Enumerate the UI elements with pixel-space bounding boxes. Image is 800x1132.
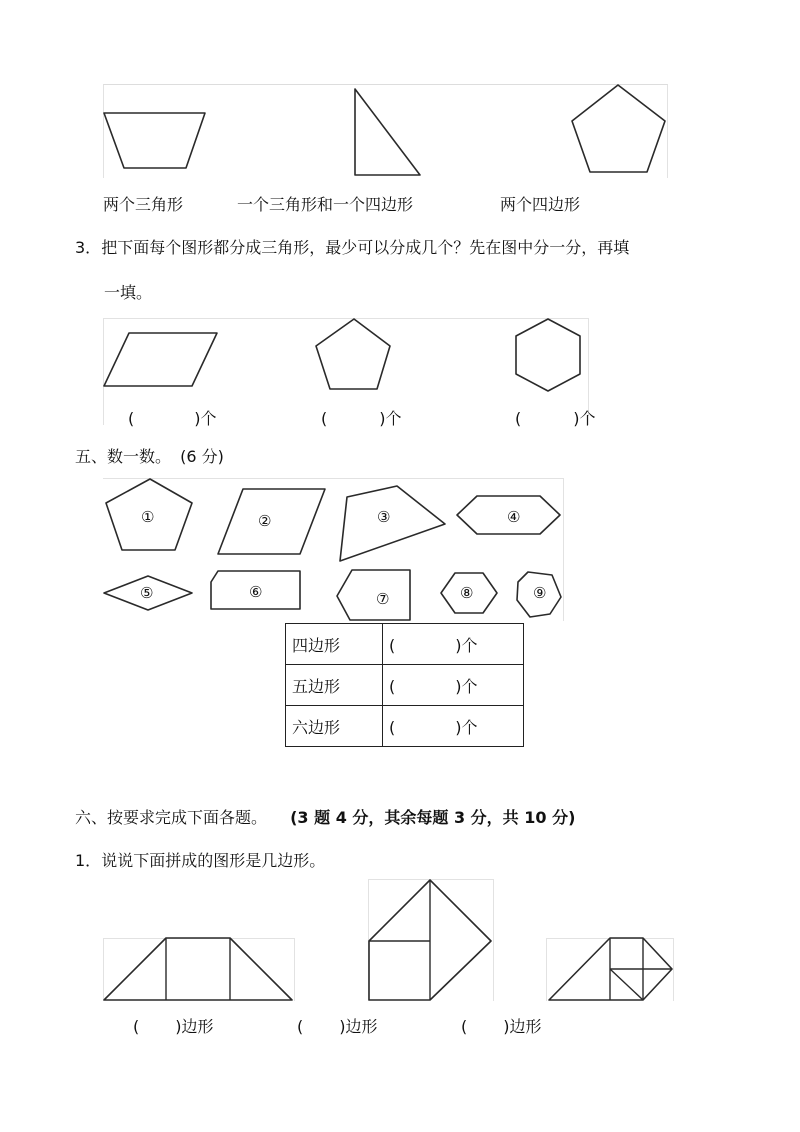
q3-blank-1[interactable]: ( )个 — [128, 409, 217, 428]
top-caption-2: 一个三角形和一个四边形 — [237, 195, 414, 214]
top-caption-3: 两个四边形 — [500, 195, 581, 214]
answer-hexagon[interactable]: ( )个 — [383, 706, 524, 747]
shape-label-9: ⑨ — [533, 584, 547, 602]
shape-label-8: ⑧ — [460, 584, 474, 602]
answer-pentagon[interactable]: ( )个 — [383, 665, 524, 706]
shape-label-3: ③ — [377, 508, 391, 526]
shape-label-1: ① — [141, 508, 155, 526]
row-label-quadrilateral: 四边形 — [286, 624, 383, 665]
section6-q1-text: 说说下面拼成的图形是几边形。 — [101, 851, 326, 870]
shape-label-2: ② — [258, 512, 272, 530]
section6-q1-number: 1． — [75, 851, 102, 870]
puzzle-figure-1 — [104, 938, 292, 1000]
q3-number: 3． — [75, 238, 102, 257]
shape-label-4: ④ — [507, 508, 521, 526]
section5-score: (6 分) — [180, 447, 224, 466]
row-label-hexagon: 六边形 — [286, 706, 383, 747]
section6-blank-2[interactable]: ( )边形 — [297, 1017, 378, 1036]
q3-text-1: 把下面每个图形都分成三角形，最少可以分成几个？先在图中分一分，再填 — [101, 238, 630, 257]
answer-quadrilateral[interactable]: ( )个 — [383, 624, 524, 665]
shape-label-7: ⑦ — [376, 590, 390, 608]
puzzle-figure-2 — [369, 880, 491, 1000]
shape-label-6: ⑥ — [249, 583, 263, 601]
shape-label-5: ⑤ — [140, 584, 154, 602]
section5-title: 五、数一数。 — [75, 447, 172, 466]
q3-blank-3[interactable]: ( )个 — [515, 409, 596, 428]
section6-title: 六、按要求完成下面各题。 — [75, 808, 268, 827]
q3-line2: 一填。 — [104, 283, 153, 302]
row-label-pentagon: 五边形 — [286, 665, 383, 706]
section6-blank-1[interactable]: ( )边形 — [133, 1017, 214, 1036]
puzzle-figure-3 — [549, 938, 672, 1000]
top-caption-1: 两个三角形 — [103, 195, 184, 214]
section6-blank-3[interactable]: ( )边形 — [461, 1017, 542, 1036]
section6-score: (3 题 4 分，其余每题 3 分，共 10 分) — [290, 808, 576, 827]
q3-blank-2[interactable]: ( )个 — [321, 409, 402, 428]
